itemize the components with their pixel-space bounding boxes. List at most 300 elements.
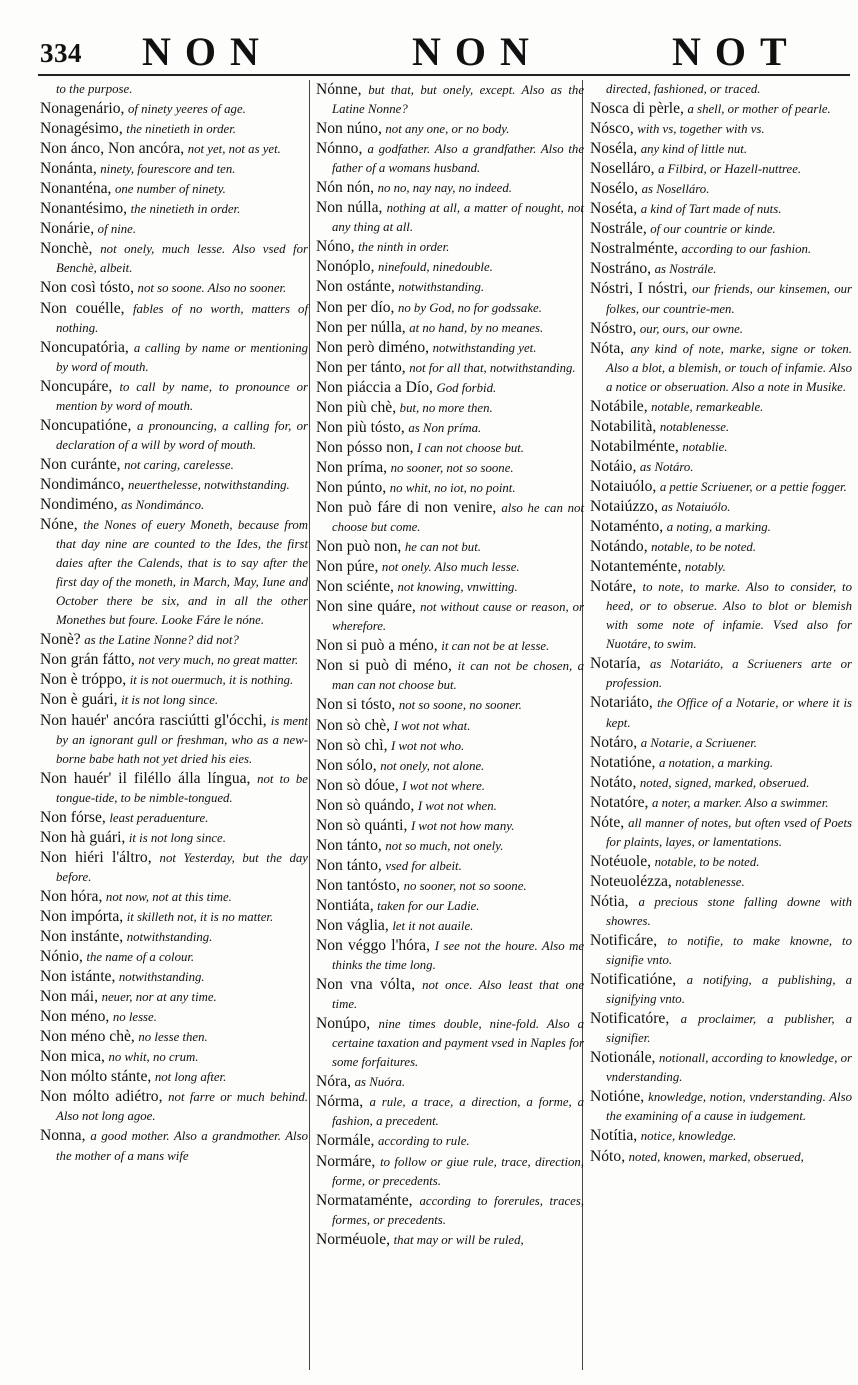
entry-term: Non sò dóue,	[316, 776, 399, 794]
dictionary-entry	[316, 716, 584, 736]
dictionary-entry	[590, 99, 852, 119]
entry-definition: a Filbird, or Hazell-nuttree.	[658, 162, 802, 177]
dictionary-entry	[590, 259, 852, 279]
dictionary-entry	[316, 298, 584, 318]
entry-definition: any kind of note, marke, signe or token. Also a blot, a blemish, or touch of infamie. Also a notice or obseruation. Also a note in Musike.	[606, 341, 853, 394]
dictionary-entry	[316, 257, 584, 277]
column-3	[590, 80, 852, 1167]
entry-definition: also he can not choose but come.	[332, 500, 584, 535]
entry-definition: notwithstanding yet.	[432, 340, 537, 355]
entry-term: Non si può a méno,	[316, 637, 438, 655]
entry-term: Non tánto,	[316, 836, 382, 854]
entry-definition: to call by name, to pronounce or mention by word of mouth.	[56, 379, 309, 413]
entry-definition: as Non príma.	[408, 420, 482, 435]
dictionary-entry	[40, 907, 308, 927]
entry-definition: to follow or giue rule, trace, direction, forme, or precedents.	[332, 1154, 585, 1188]
entry-term: Notábile,	[590, 397, 648, 415]
entry-term: Non si può di méno,	[316, 657, 452, 675]
entry-definition: the ninetieth in order.	[130, 202, 241, 217]
entry-term: Nóno,	[316, 238, 355, 256]
entry-definition: to note, to marke. Also to consider, to heed, or to obserue. Also to blot or blemish with some note of infamie. Vsed also for Nuotáre, to swim.	[606, 580, 852, 652]
dictionary-entry	[316, 776, 584, 796]
dictionary-entry	[316, 1014, 584, 1072]
entry-term: Non mólto stánte,	[40, 1068, 152, 1086]
entry-definition: no whit, no iot, no point.	[389, 480, 516, 495]
entry-definition: not so much, not onely.	[385, 838, 504, 853]
entry-definition: notablie.	[682, 439, 728, 454]
entry-definition: notable, to be noted.	[654, 854, 760, 869]
entry-definition: knowledge, notion, vnderstanding. Also the examining of a cause in iudgement.	[606, 1090, 852, 1124]
entry-definition: not caring, carelesse.	[124, 457, 234, 472]
entry-term: Nostrále,	[590, 220, 647, 238]
entry-definition: a Notarie, a Scriuener.	[640, 735, 757, 750]
dictionary-entry	[316, 378, 584, 398]
dictionary-entry	[316, 237, 584, 257]
entry-term: Non è tróppo,	[40, 671, 127, 689]
entry-definition: noted, knowen, marked, obserued,	[628, 1149, 804, 1164]
entry-term: Nostralménte,	[590, 240, 678, 258]
entry-term: Notificatóre,	[590, 1010, 670, 1028]
entry-term: Non hauér' il filéllo álla língua,	[40, 769, 251, 787]
entry-definition: not without cause or reason, or wherefore.	[332, 600, 585, 634]
entry-definition: no by God, no for godssake.	[397, 300, 542, 315]
dictionary-entry	[590, 397, 852, 417]
entry-term: Nón nón,	[316, 179, 375, 197]
dictionary-entry	[590, 813, 852, 852]
entry-definition: a good mother. Also a grandmother. Also the mother of a mans wife	[56, 1129, 308, 1163]
entry-term: Nostráno,	[590, 260, 652, 278]
entry-term: Non sò quándo,	[316, 796, 415, 814]
entry-term: Non così tósto,	[40, 279, 134, 297]
dictionary-entry	[316, 358, 584, 378]
dictionary-entry	[316, 537, 584, 557]
dictionary-entry	[40, 239, 308, 278]
entry-definition: our, ours, our owne.	[639, 321, 744, 336]
entry-definition: fables of no worth, matters of nothing.	[56, 301, 309, 335]
dictionary-entry	[590, 1147, 852, 1167]
entry-definition: a notifying, a publishing, a signifying vnto.	[606, 973, 852, 1007]
entry-term: Non púre,	[316, 558, 379, 576]
entry-definition: not farre or much behind. Also not long agoe.	[56, 1090, 308, 1124]
entry-definition: of our countrie or kinde.	[650, 222, 776, 237]
entry-definition: a precious stone falling downe with showres.	[606, 894, 853, 928]
entry-term: Nósco,	[590, 120, 634, 138]
entry-term: Notaiuólo,	[590, 477, 657, 495]
dictionary-entry	[590, 852, 852, 872]
entry-definition: as Nuóra.	[354, 1075, 406, 1090]
dictionary-entry	[40, 338, 308, 377]
entry-term: Non sine quáre,	[316, 598, 416, 616]
entry-term: Nónio,	[40, 948, 83, 966]
entry-definition: not any one, or no body.	[385, 122, 510, 137]
entry-term: Nonóplo,	[316, 258, 375, 276]
entry-definition: not knowing, vnwitting.	[397, 580, 518, 595]
dictionary-entry	[40, 1047, 308, 1067]
dictionary-entry	[590, 457, 852, 477]
dictionary-entry	[316, 178, 584, 198]
dictionary-entry	[316, 975, 584, 1014]
dictionary-entry	[316, 695, 584, 715]
dictionary-entry	[40, 828, 308, 848]
entry-term: Non vna vólta,	[316, 976, 416, 994]
running-head-center: NON	[412, 29, 543, 74]
entry-term: Non instánte,	[40, 928, 124, 946]
entry-term: Non è guári,	[40, 691, 118, 709]
dictionary-entry	[590, 339, 852, 397]
dictionary-entry	[40, 199, 308, 219]
entry-term: Nonánta,	[40, 160, 97, 178]
entry-term: Non può non,	[316, 538, 402, 556]
entry-term: Nondiméno,	[40, 495, 118, 513]
entry-term: Noteuolézza,	[590, 872, 672, 890]
entry-definition: I can not choose but.	[417, 440, 524, 455]
column-divider	[309, 80, 310, 1370]
entry-term: Non più chè,	[316, 398, 397, 416]
dictionary-entry	[40, 711, 308, 769]
dictionary-entry	[316, 557, 584, 577]
entry-term: Nosélo,	[590, 180, 639, 198]
entry-term: Normáre,	[316, 1152, 376, 1170]
entry-definition: not onely. Also much lesse.	[381, 560, 520, 575]
entry-definition: it can not be chosen, a man can not choose but.	[332, 659, 585, 693]
entry-term: Non hiéri l'áltro,	[40, 848, 152, 866]
entry-term: Non fórse,	[40, 808, 106, 826]
entry-definition: according to forerules, traces, formes, or precedents.	[332, 1193, 585, 1227]
entry-term: Nónno,	[316, 140, 363, 158]
entry-definition: the Office of a Notarie, or where it is kept.	[606, 696, 852, 730]
entry-term: Non véggo l'hóra,	[316, 937, 430, 955]
entry-term: Noncupatória,	[40, 338, 129, 356]
dictionary-entry	[590, 931, 852, 970]
column-2	[316, 80, 584, 1250]
dictionary-entry	[316, 597, 584, 636]
entry-definition: one number of ninety.	[115, 182, 226, 197]
entry-definition: neuer, nor at any time.	[101, 990, 217, 1005]
entry-term: Non tantósto,	[316, 876, 401, 894]
entry-term: Notéuole,	[590, 852, 652, 870]
entry-term: Notítia,	[590, 1127, 638, 1145]
entry-definition: notwithstanding.	[398, 280, 485, 295]
entry-term: Normále,	[316, 1132, 375, 1150]
entry-term: Non mica,	[40, 1048, 105, 1066]
dictionary-entry	[590, 1048, 852, 1087]
dictionary-entry	[40, 278, 308, 298]
dictionary-entry	[40, 219, 308, 239]
running-head-right: NOT	[672, 29, 801, 74]
dictionary-entry	[40, 947, 308, 967]
entry-term: Nóta,	[590, 339, 625, 357]
dictionary-entry	[590, 654, 852, 693]
entry-term: Notáto,	[590, 773, 637, 791]
entry-definition: according to our fashion.	[681, 242, 812, 257]
entry-definition: a pronouncing, a calling for, or declaration of a will by word of mouth.	[56, 418, 308, 452]
entry-definition: but that, but onely, except. Also as the Latine Nonne?	[332, 83, 585, 117]
dictionary-entry	[316, 916, 584, 936]
entry-definition: not Yesterday, but the day before.	[56, 850, 308, 884]
dictionary-entry	[590, 577, 852, 654]
dictionary-entry	[590, 1009, 852, 1048]
dictionary-entry	[40, 455, 308, 475]
entry-term: Non curánte,	[40, 455, 121, 473]
entry-definition: a noter, a marker. Also a swimmer.	[652, 795, 829, 810]
entry-term: Non si tósto,	[316, 696, 396, 714]
entry-term: Nonagésimo,	[40, 120, 123, 138]
dictionary-entry	[40, 690, 308, 710]
dictionary-entry	[590, 80, 852, 99]
entry-term: Non príma,	[316, 458, 388, 476]
dictionary-entry	[316, 478, 584, 498]
entry-definition: as the Latine Nonne? did not?	[84, 633, 239, 648]
dictionary-entry	[316, 936, 584, 975]
dictionary-entry	[590, 319, 852, 339]
dictionary-entry	[590, 219, 852, 239]
dictionary-entry	[40, 80, 308, 99]
entry-term: Nóstro,	[590, 319, 637, 337]
entry-definition: vsed for albeit.	[385, 858, 462, 873]
entry-term: Non hóra,	[40, 887, 103, 905]
dictionary-entry	[590, 279, 852, 318]
entry-term: Notáre,	[590, 578, 637, 596]
dictionary-entry	[40, 650, 308, 670]
entry-definition: of nine.	[97, 222, 137, 237]
entry-definition: as Noselláro.	[641, 182, 710, 197]
entry-definition: the ninth in order.	[358, 240, 450, 255]
entry-term: Non púnto,	[316, 478, 387, 496]
dictionary-entry	[590, 119, 852, 139]
entry-definition: the name of a colour.	[86, 950, 195, 965]
entry-term: Notionále,	[590, 1049, 656, 1067]
entry-term: Notaiúzzo,	[590, 497, 658, 515]
entry-definition: I wot not when.	[417, 798, 497, 813]
entry-definition: a proclaimer, a publisher, a signifier.	[606, 1012, 853, 1046]
dictionary-entry	[590, 179, 852, 199]
entry-term: Non grán fátto,	[40, 651, 135, 669]
entry-definition: notwithstanding.	[118, 970, 205, 985]
entry-definition: not onely, much lesse. Also vsed for Benchè, albeit.	[56, 242, 308, 276]
entry-definition: to the purpose.	[56, 82, 133, 96]
entry-definition: not long after.	[154, 1070, 227, 1085]
entry-definition: let it not auaile.	[392, 918, 474, 933]
entry-term: Non impórta,	[40, 907, 124, 925]
entry-term: Non pósso non,	[316, 438, 414, 456]
dictionary-entry	[40, 179, 308, 199]
entry-definition: notable, to be noted.	[651, 540, 756, 555]
dictionary-entry	[316, 80, 584, 119]
entry-definition: that may or will be ruled,	[393, 1232, 524, 1247]
dictionary-entry	[316, 139, 584, 178]
dictionary-entry	[316, 1191, 584, 1230]
dictionary-entry	[590, 892, 852, 931]
dictionary-entry	[40, 1067, 308, 1087]
dictionary-entry	[40, 630, 308, 650]
entry-definition: as Nondimánco.	[121, 497, 205, 512]
entry-term: Nosca di pèrle,	[590, 100, 684, 118]
entry-definition: with vs, together with vs.	[637, 122, 765, 137]
entry-term: Non méno,	[40, 1008, 110, 1026]
entry-definition: directed, fashioned, or traced.	[606, 82, 761, 96]
entry-term: Normataménte,	[316, 1191, 413, 1209]
dictionary-entry	[316, 338, 584, 358]
entry-term: Noncupatióne,	[40, 416, 132, 434]
dictionary-entry	[40, 887, 308, 907]
dictionary-entry	[40, 416, 308, 455]
entry-term: Nonantésimo,	[40, 200, 128, 218]
dictionary-entry	[590, 417, 852, 437]
dictionary-entry	[316, 438, 584, 458]
entry-definition: notwithstanding.	[126, 930, 213, 945]
entry-definition: I wot not what.	[393, 718, 471, 733]
entry-term: Non sò chì,	[316, 736, 388, 754]
entry-definition: notablenesse.	[675, 874, 745, 889]
entry-definition: it is not ouermuch, it is nothing.	[129, 673, 294, 688]
entry-term: Notificatióne,	[590, 971, 677, 989]
entry-term: Notaría,	[590, 655, 641, 673]
dictionary-entry	[316, 1152, 584, 1191]
entry-term: Notatióne,	[590, 753, 656, 771]
entry-definition: not so soone. Also no sooner.	[137, 281, 287, 296]
entry-term: Notióne,	[590, 1088, 645, 1106]
entry-term: Notabilità,	[590, 417, 657, 435]
dictionary-entry	[590, 753, 852, 773]
entry-definition: notably.	[684, 560, 726, 575]
dictionary-entry	[316, 458, 584, 478]
dictionary-entry	[316, 1092, 584, 1131]
entry-definition: a rule, a trace, a direction, a forme, a fashion, a precedent.	[332, 1095, 585, 1129]
entry-term: Non sólo,	[316, 756, 377, 774]
entry-term: Notáro,	[590, 733, 638, 751]
entry-term: Nonúpo,	[316, 1015, 371, 1033]
dictionary-entry	[316, 318, 584, 338]
dictionary-entry	[40, 99, 308, 119]
entry-term: Non sò chè,	[316, 716, 391, 734]
entry-definition: to notifie, to make knowne, to signifie vnto.	[606, 934, 853, 968]
entry-term: Noséla,	[590, 140, 638, 158]
entry-term: Notatóre,	[590, 793, 649, 811]
dictionary-entry	[316, 736, 584, 756]
entry-definition: noted, signed, marked, obserued.	[639, 775, 810, 790]
entry-definition: as Notaiuólo.	[661, 499, 731, 514]
entry-definition: no lesse.	[112, 1010, 157, 1025]
entry-definition: not onely, not alone.	[380, 758, 485, 773]
entry-definition: according to rule.	[378, 1134, 470, 1149]
dictionary-entry	[40, 1007, 308, 1027]
dictionary-entry	[40, 377, 308, 416]
entry-definition: not once. Also least that one time.	[332, 978, 585, 1012]
dictionary-entry	[590, 557, 852, 577]
entry-term: Nondimánco,	[40, 475, 125, 493]
entry-definition: a shell, or mother of pearle.	[687, 102, 831, 117]
dictionary-entry	[316, 1131, 584, 1151]
entry-term: Non istánte,	[40, 968, 116, 986]
entry-definition: I wot not where.	[402, 778, 485, 793]
entry-term: Nótia,	[590, 892, 629, 910]
entry-definition: as Nostrále.	[654, 262, 717, 277]
entry-term: Non per núlla,	[316, 318, 406, 336]
entry-term: Non ostánte,	[316, 278, 395, 296]
entry-term: Nonna,	[40, 1127, 86, 1145]
entry-term: Nórma,	[316, 1093, 364, 1111]
dictionary-entry	[316, 498, 584, 537]
dictionary-entry	[40, 670, 308, 690]
running-head-left: NON	[142, 29, 273, 74]
entry-definition: at no hand, by no meanes.	[409, 320, 544, 335]
dictionary-entry	[316, 577, 584, 597]
header-rule	[38, 74, 850, 76]
entry-definition: a noting, a marking.	[666, 520, 771, 535]
dictionary-entry	[40, 927, 308, 947]
entry-definition: neuerthelesse, notwithstanding.	[128, 477, 290, 492]
entry-definition: he can not but.	[404, 540, 481, 555]
dictionary-entry	[590, 793, 852, 813]
dictionary-entry	[40, 967, 308, 987]
dictionary-entry	[590, 497, 852, 517]
entry-term: Nonárie,	[40, 220, 95, 238]
entry-definition: notionall, according to knowledge, or vnderstanding.	[606, 1051, 852, 1085]
dictionary-entry	[40, 119, 308, 139]
entry-definition: nine times double, nine-fold. Also a certaine taxation and payment vsed in Naples for some forfaitures.	[332, 1017, 585, 1070]
dictionary-entry	[40, 769, 308, 808]
entry-term: Non couélle,	[40, 299, 125, 317]
dictionary-entry	[316, 816, 584, 836]
dictionary-entry	[316, 656, 584, 695]
dictionary-entry	[316, 796, 584, 816]
entry-definition: a notation, a marking.	[658, 755, 774, 770]
dictionary-entry	[40, 515, 308, 630]
dictionary-entry	[316, 277, 584, 297]
dictionary-entry	[40, 299, 308, 338]
entry-definition: it is not long since.	[121, 693, 219, 708]
entry-definition: all manner of notes, but often vsed of Poets for plaints, layes, or lamentations.	[606, 815, 852, 849]
entry-definition: notablenesse.	[659, 419, 730, 434]
dictionary-entry	[590, 773, 852, 793]
dictionary-entry	[316, 836, 584, 856]
dictionary-entry	[590, 1126, 852, 1146]
entry-term: Non per tánto,	[316, 358, 406, 376]
dictionary-entry	[590, 693, 852, 732]
entry-definition: it skilleth not, it is no matter.	[126, 909, 274, 924]
entry-definition: but, no more then.	[399, 400, 493, 415]
entry-term: Nonagenário,	[40, 100, 125, 118]
entry-definition: no whit, no crum.	[108, 1050, 199, 1065]
entry-term: Nontiáta,	[316, 896, 374, 914]
entry-term: Non sò quánti,	[316, 816, 408, 834]
dictionary-entry	[590, 159, 852, 179]
entry-term: Nóte,	[590, 813, 625, 831]
entry-term: Non piáccia a Dío,	[316, 378, 433, 396]
entry-term: Non mái,	[40, 988, 99, 1006]
entry-term: Non núlla,	[316, 199, 383, 217]
dictionary-entry	[40, 139, 308, 159]
entry-term: Nóstri, I nóstri,	[590, 280, 688, 298]
entry-term: Notabilménte,	[590, 437, 679, 455]
entry-definition: is ment by an ignorant gull or freshman, who as a new-borne babe hath not yet dried his eies.	[56, 713, 308, 766]
entry-definition: ninety, fourescore and ten.	[100, 162, 236, 177]
entry-term: Noselláro,	[590, 160, 655, 178]
dictionary-entry	[316, 856, 584, 876]
entry-definition: notable, remarkeable.	[651, 399, 764, 414]
entry-term: Nonchè,	[40, 240, 93, 258]
dictionary-entry	[590, 477, 852, 497]
entry-term: Nonanténa,	[40, 180, 112, 198]
entry-term: Non tánto,	[316, 856, 382, 874]
page-number: 334	[40, 38, 82, 68]
entry-term: Notaménto,	[590, 518, 664, 536]
entry-definition: notice, knowledge.	[640, 1129, 737, 1144]
entry-definition: it can not be at lesse.	[441, 639, 550, 654]
entry-term: Non méno chè,	[40, 1028, 135, 1046]
dictionary-entry	[590, 1087, 852, 1126]
dictionary-entry	[40, 1126, 308, 1165]
